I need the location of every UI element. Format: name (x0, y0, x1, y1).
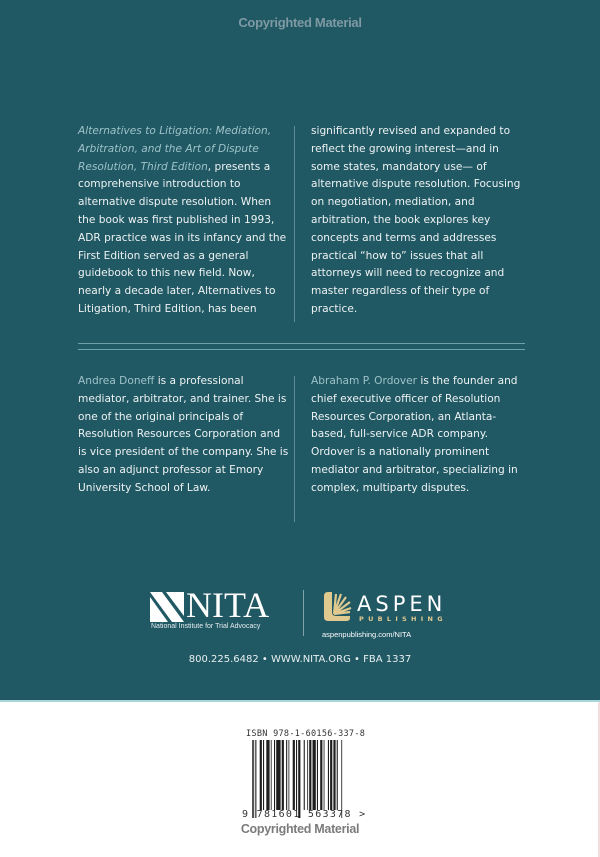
barcode-bar (282, 740, 284, 810)
book-title: Alternatives to Litigation: Mediation, Arbitration, and the Art of Dispute Resolution, Third Edition (78, 125, 272, 173)
aspen-leaf-icon (322, 590, 352, 622)
barcode-bar (276, 740, 280, 810)
author-bio-text: is a professional mediator, arbitrator, and trainer. She is one of the original principals of Resolution Resources Corporation and is vice president of the company. She is also an adjunct professor at Emory University School of Law. (78, 375, 289, 494)
barcode-bar (317, 740, 318, 810)
column-divider (294, 126, 295, 322)
watermark-bottom: Copyrighted Material (240, 822, 360, 836)
ean-digits: 9 781601 563378 > (242, 809, 367, 820)
barcode-bar (298, 740, 300, 818)
barcode-bar (260, 740, 262, 810)
publisher-logos (0, 585, 600, 640)
nita-mark-icon (150, 592, 184, 622)
nita-logo (150, 585, 290, 636)
barcode-bar (304, 740, 305, 810)
barcode-bar (266, 740, 269, 810)
nita-tagline: National Institute for Trial Advocacy (151, 623, 261, 630)
barcode-bar (333, 740, 335, 810)
barcode-bar (313, 740, 316, 810)
barcode-bar (255, 740, 256, 818)
barcode-bar (271, 740, 272, 810)
section-rule (78, 349, 525, 350)
contact-line: 800.225.6482 • WWW.NITA.ORG • FBA 1337 (188, 654, 412, 665)
author-name: Abraham P. Ordover (311, 375, 418, 387)
column-divider (294, 376, 295, 522)
barcode-bar (320, 740, 322, 810)
barcode-bars (252, 740, 367, 818)
section-rule (78, 343, 525, 344)
barcode-bar (330, 740, 332, 810)
barcode-bar (252, 740, 254, 818)
barcode-bar (328, 740, 329, 810)
barcode-bar (324, 740, 325, 810)
barcode-bar (288, 740, 289, 810)
author-bio-text: is the founder and chief executive officer of Resolution Resources Corporation, an Atlanta-based, full-service ADR company. Ordover is a nationally prominent mediator and arbitrator, specializing in complex, multiparty disputes. (311, 375, 518, 494)
author-bio-ordover (311, 373, 531, 498)
aspen-url: aspenpublishing.com/NITA (322, 630, 412, 639)
watermark-top: Copyrighted Material (238, 15, 362, 30)
author-name: Andrea Doneff (78, 375, 155, 387)
description-right: significantly revised and expanded to reflect the growing interest—and in some states, mandatory use— of alternative dispute resolution. Focusing on negotiation, mediation, and arbitration, the book explores key concepts and terms and addresses practical “how to” issues that all attorneys will need to recognize and master regardless of their type of practice. (311, 125, 521, 315)
barcode-bar (337, 740, 338, 810)
aspen-subtitle: PUBLISHING (359, 615, 447, 623)
isbn-number: ISBN 978-1-60156-337-8 (246, 729, 366, 739)
cover-edge-line (0, 700, 600, 702)
author-bio-doneff (78, 373, 290, 498)
barcode-bar (274, 740, 275, 810)
nita-wordmark: NITA (186, 585, 270, 625)
barcode-bar (263, 740, 264, 810)
logo-divider (303, 590, 304, 636)
barcode-bar (309, 740, 311, 810)
aspen-logo (322, 590, 462, 640)
barcode-bar (341, 740, 342, 818)
description-left (78, 123, 290, 319)
barcode-bar (293, 740, 295, 810)
barcode-bar (296, 740, 297, 810)
description-left-text: , presents a comprehensive introduction to alternative dispute resolution. When the book was first published in 1993, ADR practice was in its infancy and the First Edition served as a general guidebook to this new field. Now, nearly a decade later, Alternatives to Litigation, Third Edition, has been (78, 160, 287, 315)
barcode-bar (307, 740, 308, 810)
barcode-bar (286, 740, 287, 810)
aspen-wordmark: ASPEN (357, 592, 447, 616)
